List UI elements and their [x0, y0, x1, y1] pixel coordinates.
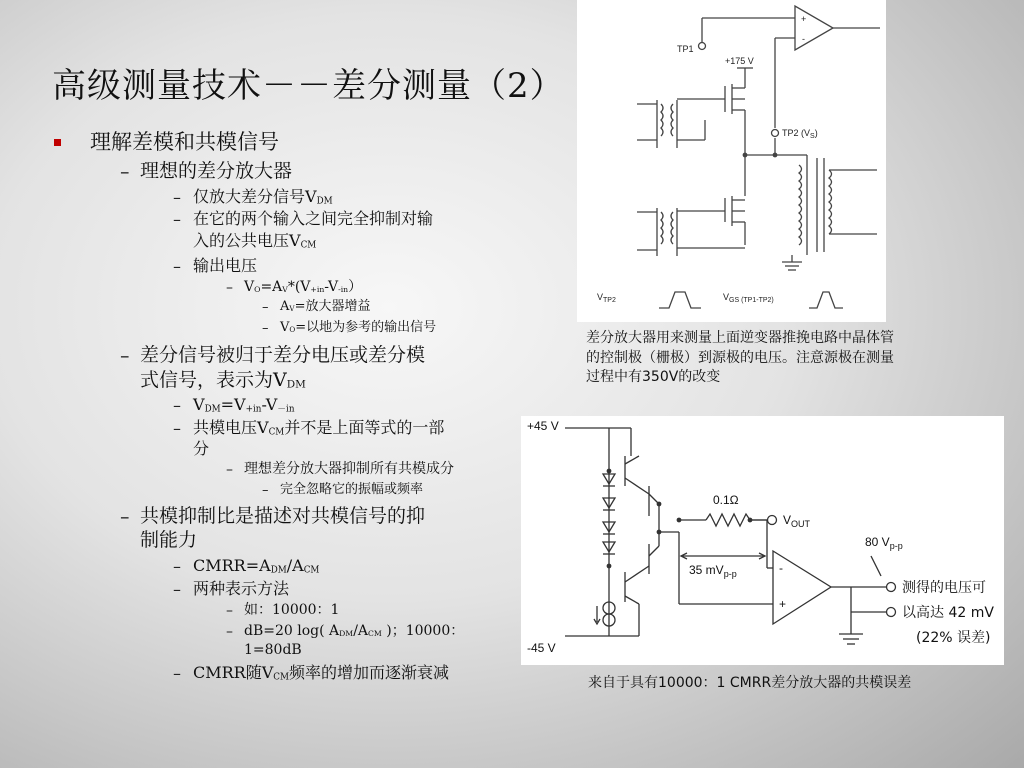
tp2-point	[772, 130, 779, 137]
figure-cmrr-circuit	[521, 416, 1004, 665]
t: /A	[286, 556, 304, 575]
t: *(V	[287, 279, 311, 295]
tp2-label	[782, 128, 818, 140]
s: OUT	[791, 519, 811, 529]
t: V	[244, 279, 255, 295]
dash-marker: –	[173, 580, 181, 599]
bullet-cm-line1	[193, 418, 444, 438]
bullet-cmrr-line1: 共模抑制比是描述对共模信号的抑	[140, 505, 426, 527]
figure-inverter-circuit	[577, 0, 886, 322]
dash-marker: –	[173, 210, 181, 229]
t: 并不是上面等式的一部	[284, 418, 445, 437]
bullet-ignore: 完全忽略它的振幅或频率	[280, 482, 424, 497]
formula-vdm	[193, 395, 295, 415]
formula-db-line2: 1=80dB	[244, 642, 302, 658]
bullet-reject-line2	[193, 231, 316, 251]
bullet-ideal-reject: 理想差分放大器抑制所有共模成分	[244, 461, 454, 477]
t: V	[597, 292, 604, 302]
t: )；10000：	[381, 623, 465, 639]
op-amp-plus: +	[801, 14, 807, 24]
output-terminal	[887, 583, 896, 592]
t: -V	[324, 279, 339, 295]
formula-vo	[244, 279, 362, 297]
s: V	[289, 304, 295, 314]
s: DM	[286, 378, 306, 391]
junction-dot	[677, 518, 682, 523]
s: p-p	[889, 541, 903, 551]
t: 80 V	[865, 535, 890, 549]
subscript: CM	[300, 240, 317, 251]
s: DM	[339, 629, 354, 639]
caption-top	[586, 329, 968, 388]
bullet-two-ways: 两种表示方法	[193, 579, 290, 598]
waveform-vtp2	[659, 292, 701, 308]
s: TP2	[603, 297, 616, 304]
supply-pos-label: +45 V	[527, 419, 559, 433]
bullet-cm-line2: 分	[193, 439, 210, 458]
junction-dot	[748, 518, 753, 523]
t: 式信号，表示为V	[140, 369, 287, 391]
dash-marker: –	[173, 188, 181, 207]
output-terminal	[887, 608, 896, 617]
text: 入的公共电压V	[193, 231, 301, 250]
vgs-label	[723, 292, 774, 304]
bullet-reject-line1: 在它的两个输入之间完全抑制对输	[193, 209, 434, 228]
note-line: 以高达 42 mV	[902, 605, 994, 621]
slide-title: 高级测量技术－－差分测量（2）	[52, 66, 565, 106]
t: 频率的增加而逐渐衰减	[289, 663, 450, 682]
junction-dot	[657, 502, 662, 507]
op-amp-minus: -	[779, 561, 783, 575]
mv35-label	[689, 563, 737, 579]
cmrr-circuit-diagram	[521, 416, 1004, 665]
dash-marker: –	[226, 280, 233, 296]
op-amp-symbol	[795, 6, 833, 50]
bullet-diff-line1: 差分信号被归于差分电压或差分模	[140, 344, 426, 366]
s: DM	[204, 404, 221, 415]
op-amp-minus: -	[802, 34, 805, 44]
s: O	[289, 325, 296, 335]
t: /A	[353, 623, 369, 639]
s: S	[810, 133, 815, 140]
t: ）	[348, 279, 363, 295]
dash-marker: –	[173, 557, 181, 576]
vtp2-label	[597, 292, 616, 304]
bullet-cmrr-line2: 制能力	[140, 529, 198, 551]
s: GS (TP1-TP2)	[729, 297, 774, 304]
tp1-label: TP1	[677, 44, 694, 54]
bullet-main: 理解差模和共模信号	[90, 130, 279, 154]
s: V	[282, 285, 288, 295]
v80-label	[865, 535, 903, 551]
t: V	[280, 320, 290, 335]
supply-neg-label: -45 V	[527, 641, 556, 655]
caption-line: 差分放大器用来测量上面逆变器推挽电路中晶体管	[586, 330, 894, 346]
s: CM	[368, 629, 382, 639]
t: 35 mV	[689, 563, 724, 577]
vout-label	[783, 513, 811, 529]
junction-dot	[607, 469, 612, 474]
t: CMRR=A	[193, 556, 271, 575]
formula-db-line1	[244, 623, 464, 641]
s: CM	[268, 427, 285, 438]
dash-marker: –	[120, 506, 130, 528]
bullet-example: 如：10000：1	[244, 602, 340, 618]
t: TP2 (V	[782, 128, 811, 138]
s: CM	[303, 565, 320, 576]
s: p-p	[723, 569, 737, 579]
def-av	[280, 299, 370, 315]
formula-cmrr	[193, 556, 319, 576]
inverter-circuit-diagram	[577, 0, 886, 322]
s: +in	[245, 404, 262, 415]
def-vo	[280, 320, 436, 336]
dash-marker: –	[226, 624, 233, 640]
s: CM	[273, 672, 290, 683]
t: V	[783, 513, 792, 527]
dash-marker: –	[120, 345, 130, 367]
dash-marker: –	[173, 257, 181, 276]
t: =以地为参考的输出信号	[295, 320, 437, 335]
vout-terminal	[768, 516, 777, 525]
t: dB=20 log( A	[244, 623, 340, 639]
dash-marker: –	[173, 419, 181, 438]
op-amp-plus: +	[779, 597, 787, 611]
waveform-vgs	[809, 292, 843, 308]
bullet-output-voltage: 输出电压	[193, 256, 258, 275]
junction-dot	[607, 564, 612, 569]
bullet-ideal-amp: 理想的差分放大器	[140, 160, 293, 182]
supply-label: +175 V	[725, 56, 754, 66]
s: －in	[277, 404, 295, 415]
t: CMRR随V	[193, 663, 274, 682]
text: 仅放大差分信号V	[193, 187, 317, 206]
tp1-point	[699, 43, 706, 50]
dash-marker: –	[226, 462, 233, 478]
junction-dot	[743, 153, 748, 158]
t: =放大器增益	[294, 299, 371, 314]
s: +in	[310, 285, 325, 295]
s: -in	[338, 285, 349, 295]
t: A	[280, 299, 290, 314]
dash-marker: –	[173, 396, 181, 415]
dash-marker: –	[262, 321, 269, 336]
dash-marker: –	[262, 300, 269, 315]
resistor-label: 0.1Ω	[713, 493, 739, 507]
bullet-amp-only	[193, 187, 333, 207]
t: V	[193, 395, 205, 414]
bullet-decay	[193, 663, 449, 683]
dash-marker: –	[120, 161, 130, 183]
junction-dot	[657, 530, 662, 535]
caption-line: 过程中有350V的改变	[586, 369, 721, 386]
t: -V	[261, 395, 278, 414]
s: O	[254, 285, 261, 295]
t: )	[814, 128, 818, 138]
junction-dot	[773, 153, 778, 158]
caption-bottom: 来自于具有10000：1 CMRR差分放大器的共模误差	[588, 675, 912, 691]
s: DM	[270, 565, 287, 576]
note-line: 测得的电压可	[902, 580, 986, 596]
subscript: DM	[316, 196, 333, 207]
bullet-square-icon	[54, 139, 61, 146]
t: 共模电压V	[193, 418, 269, 437]
dash-marker: –	[173, 664, 181, 683]
t: =A	[260, 279, 283, 295]
t: V	[723, 292, 730, 302]
dash-marker: –	[226, 603, 233, 619]
note-line: (22% 误差)	[916, 630, 991, 646]
dash-marker: –	[262, 483, 269, 498]
bullet-diff-line2	[140, 369, 306, 393]
caption-line: 的控制极（栅极）到源极的电压。注意源极在测量	[586, 349, 894, 366]
t: =V	[220, 395, 246, 414]
